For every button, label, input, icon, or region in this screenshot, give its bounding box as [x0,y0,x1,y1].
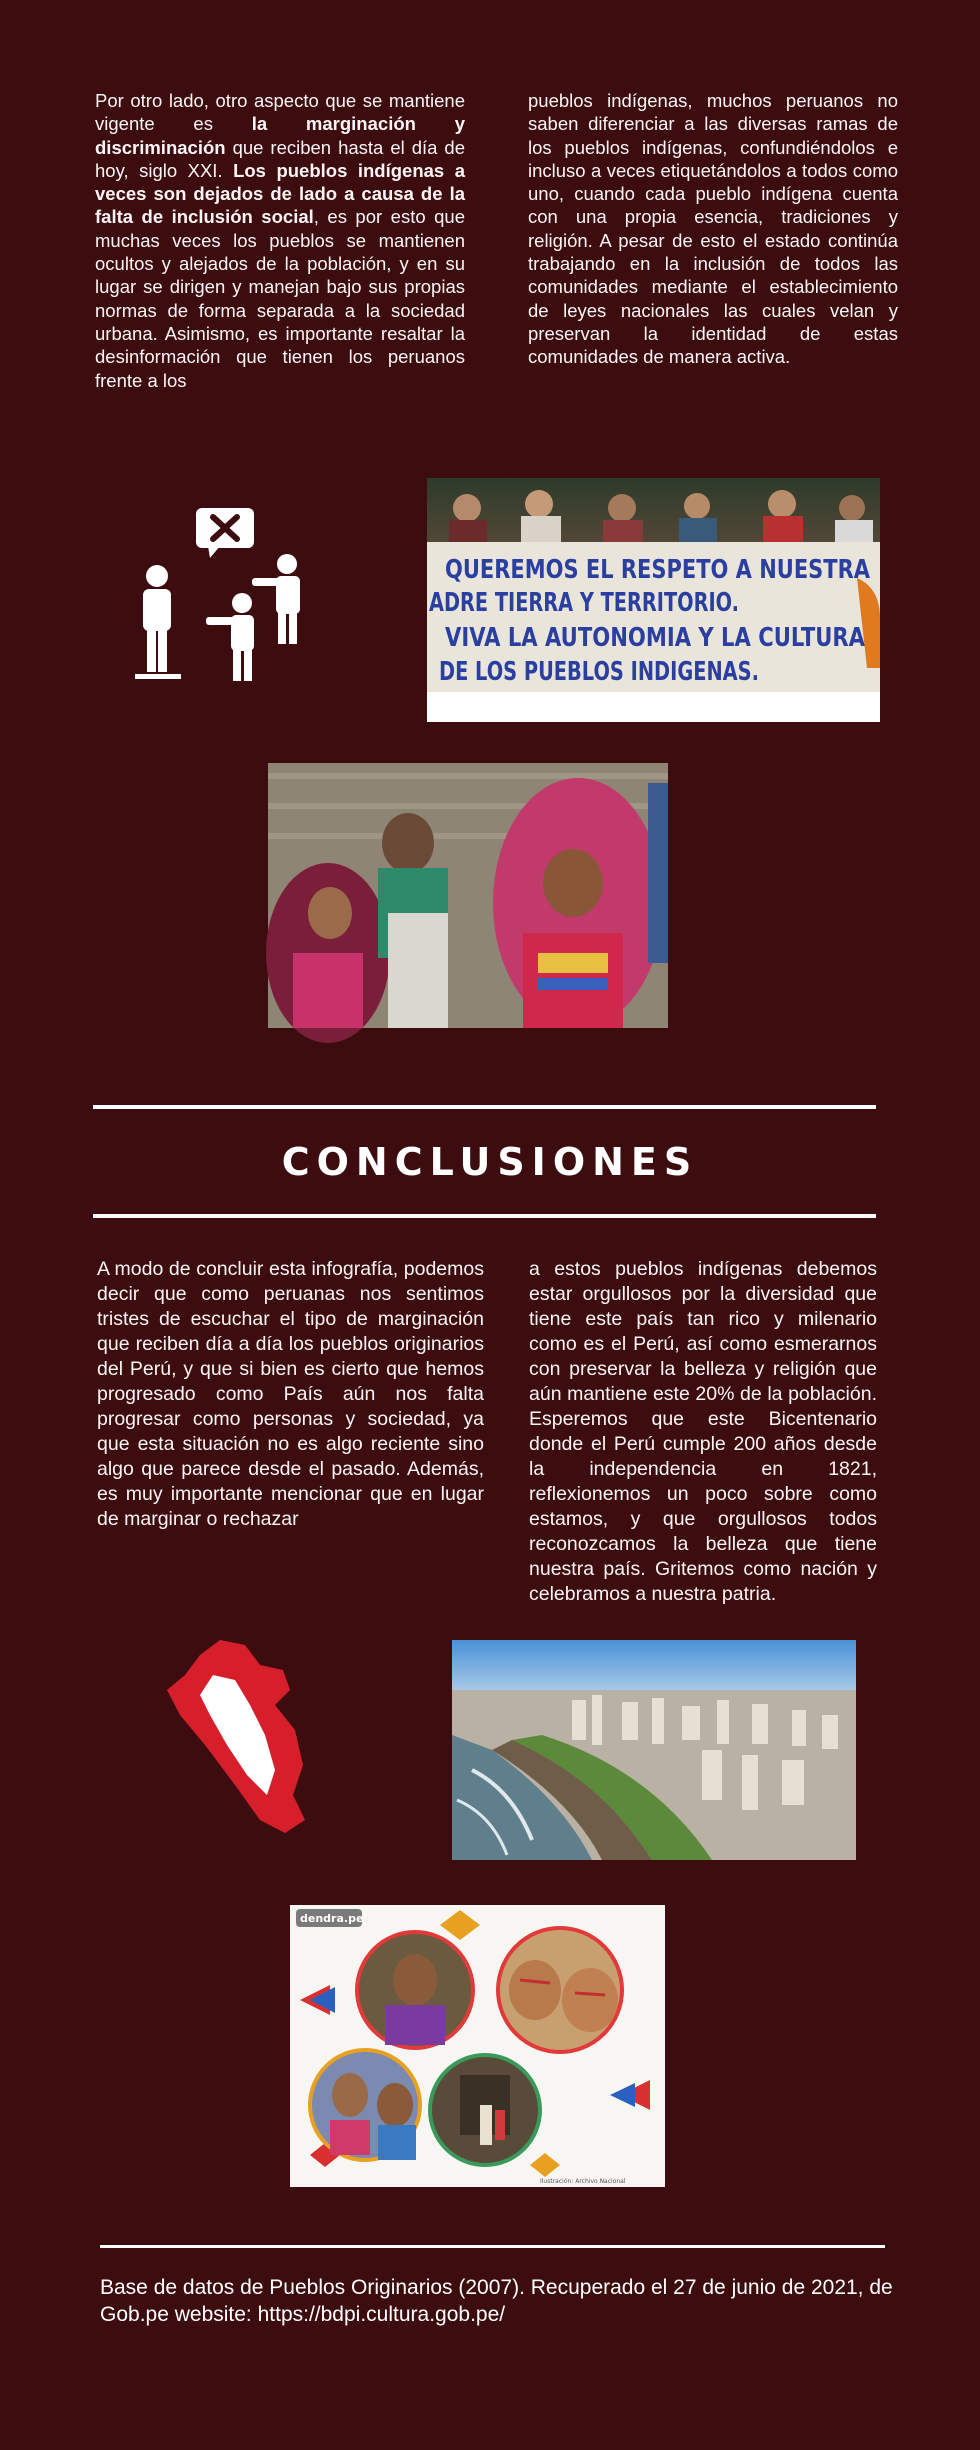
section-title-conclusiones: CONCLUSIONES [281,1140,699,1184]
intro-text: que reciben hasta el día de hoy, siglo XXI. [95,136,465,181]
lima-coast-photo [452,1640,856,1860]
divider-bottom [93,1214,876,1218]
conclusion-column-right: a estos pueblos indígenas debemos estar orgullosos por la diversidad que tiene este país tan rico y milenario como es el Perú, así como esmerarnos con preservar la belleza y religión que aún mantiene este 20% de la población. Esperemos que este Bicentenario donde el Perú cumple 200 años desde la independencia en 1821, reflexionemos un poco sobre como estamos, y que orgullosos todos reconozcamos la belleza que tiene nuestra país. Gritemos como nación y celebramos a nuestra patria. [529,1258,877,1605]
intro-text: Por otro lado, otro aspecto que se mantiene vigente es [95,90,465,135]
banner-line-3: VIVA LA AUTONOMIA Y LA CULTURA [445,623,865,653]
indigenous-children-collage [290,1905,665,2187]
intro-text: , es por esto que muchas veces los pueblos se mantienen ocultos y alejados de la población, y en su lugar se dirigen y manejan bajo sus propias normas de forma separada a la sociedad urbana. Asimismo, es importante resaltar la desinformación que tienen los peruanos frente a los [95,206,465,391]
intro-column-right: pueblos indígenas, muchos peruanos no saben diferenciar a las diversas ramas de los pueblos indígenas, confundiéndolos e incluso a veces etiquetándolos a todos como uno, cuando cada pueblo indígena cuenta con una propia esencia, tradiciones y religión. A pesar de esto el estado continúa trabajando en la inclusión de todos las comunidades mediante el establecimiento de leyes nacionales las cuales velan y preservan la identidad de estas comunidades de manera activa. [528,90,898,368]
divider-top [93,1105,876,1109]
banner-line-4: DE LOS PUEBLOS INDIGENAS. [439,657,759,687]
conclusion-column-left: A modo de concluir esta infografía, podemos decir que como peruanas nos sentimos tristes de escuchar el tipo de marginación que reciben día a día los pueblos originarios del Perú, y que si bien es cierto que hemos progresado como País aún nos falta progresar como personas y sociedad, ya que esta situación no es algo reciente sino algo que parece desde el pasado. Además, es muy importante mencionar que en lugar de marginar o rechazar [97,1258,484,1530]
discrimination-icon [130,500,320,690]
protest-banner-photo [427,478,880,722]
peru-flag-map-icon [165,1635,325,1835]
reference-text: Base de datos de Pueblos Originarios (2007). Recuperado el 27 de junio de 2021, de Gob.pe website: https://bdpi.cultura.gob.pe/ [100,2276,893,2326]
reference-divider [100,2245,885,2248]
banner-line-2: ADRE TIERRA Y TERRITORIO. [429,588,739,618]
intro-emphasis: la marginación y discriminación [95,113,465,158]
indigenous-women-photo [268,763,668,1028]
intro-emphasis: Los pueblos indígenas a veces son dejados de lado a causa de la falta de inclusión social [95,159,465,228]
collage-caption: Ilustración: Archivo Nacional [540,2178,626,2185]
banner-line-1: QUEREMOS EL RESPETO A NUESTRA [445,555,870,585]
collage-brand: dendra.pe [300,1912,364,1925]
intro-column-left [95,89,465,392]
